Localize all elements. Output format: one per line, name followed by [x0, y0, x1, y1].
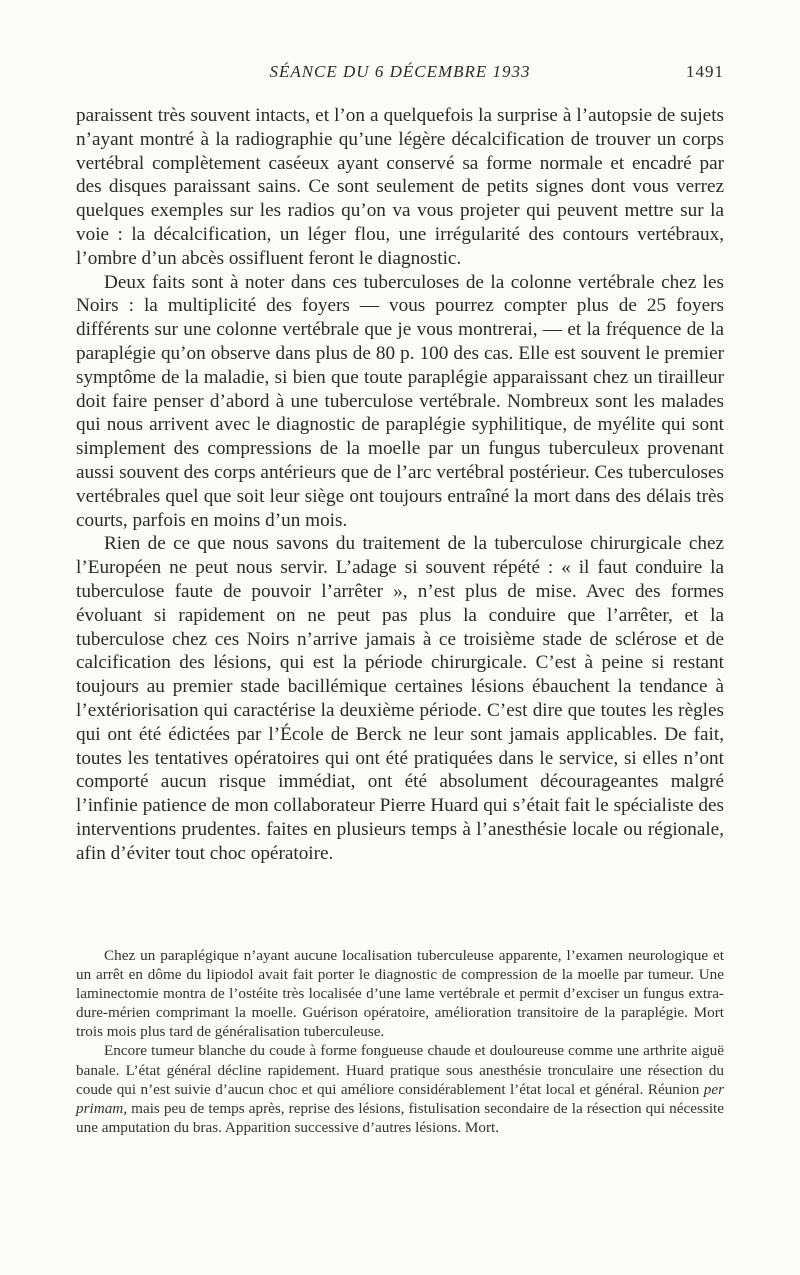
- header-title: SÉANCE DU 6 DÉCEMBRE 1933: [269, 62, 531, 81]
- page-number: 1491: [686, 62, 724, 81]
- paragraph: Rien de ce que nous savons du traitement de la tuberculose chirurgicale chez l’Européen ne peut nous servir. L’adage si souvent répété : « il faut conduire la tuberculose faute de pouvoir l’arrêter », n’est plus de mise. Avec des formes évoluant si rapidement on ne peut pas plus la conduire que l’arrêter, et la tuberculose chez ces Noirs n’arrive jamais à ce troisième stade de sclérose et de calcification des lésions, qui est la période chirurgicale. C’est à peine si restant toujours au premier stade bacillémique certaines lésions ébauchent la tendance à l’extériorisation qui caractérise la deuxième période. C’est dire que toutes les règles qui ont été édictées par l’École de Berck ne leur sont jamais applicables. De fait, toutes les tentatives opératoires qui ont été pratiquées dans le service, si elles n’ont comporté aucun risque immédiat, ont été absolument décourageantes malgré l’infinie patience de mon collaborateur Pierre Huard qui s’était fait le spécialiste des interventions prudentes. faites en plusieurs temps à l’anesthésie locale ou régionale, afin d’éviter tout choc opératoire.: [76, 533, 724, 864]
- paragraph: Deux faits sont à noter dans ces tuberculoses de la colonne vertébrale chez les Noirs : la multiplicité des foyers — vous pourrez compter plus de 25 foyers différents sur une colonne vertébrale que je vous montrerai, — et la fréquence de la paraplégie qu’on observe dans plus de 80 p. 100 des cas. Elle est souvent le premier symptôme de la maladie, si bien que toute paraplégie apparaissant chez un tirailleur doit faire penser d’abord à une tuberculose vertébrale. Nombreux sont les malades qui nous arrivent avec le diagnostic de paraplégie syphilitique, de myélite qui sont simplement des compressions de la moelle par un fungus tuberculeux provenant aussi souvent des corps antérieurs que de l’arc vertébral postérieur. Ces tuberculoses vertébrales quel que soit leur siège ont toujours entraîné la mort dans des délais très courts, parfois en moins d’un mois.: [76, 271, 724, 531]
- case-notes: [76, 946, 724, 1137]
- latin-phrase: per primam,: [76, 1080, 724, 1117]
- paragraph: paraissent très souvent intacts, et l’on a quelquefois la surprise à l’autopsie de sujets n’ayant montré à la radiographie qu’une légère décalcification de trouver un corps vertébral complètement caséeux ayant conservé sa forme normale et encadré par des disques paraissant sains. Ce sont seulement de petits signes dont vous verrez quelques exemples sur les radios qu’on va vous projeter qui peuvent mettre sur la voie : la décalcification, un léger flou, une irrégularité des contours vertébraux, l’ombre d’un abcès ossifluent feront le diagnostic.: [76, 105, 724, 269]
- case-note: [76, 1041, 724, 1136]
- case-note-text: mais peu de temps après, reprise des lésions, fistulisation secondaire de la résection qui nécessite une amputation du bras. Apparition successive d’autres lésions. Mort.: [76, 1099, 724, 1136]
- running-header: [76, 62, 724, 86]
- main-text: [76, 104, 724, 866]
- case-note-text: Encore tumeur blanche du coude à forme fongueuse chaude et douloureuse comme une arthrite aiguë banale. L’état général décline rapidement. Huard pratique sous anesthésie tronculaire une résection du coude qui n’est suivie d’aucun choc et qui améliore considérablement l’état local et général. Réunion: [76, 1042, 724, 1098]
- case-note: Chez un paraplégique n’ayant aucune localisation tuberculeuse apparente, l’examen neurologique et un arrêt en dôme du lipiodol avait fait porter le diagnostic de compression de la moelle par tumeur. Une laminectomie montra de l’ostéite très localisée d’une lame vertébrale et permit d’exciser un fungus extra-dure-mérien comprimant la moelle. Guérison opératoire, amélioration transitoire de la paraplégie. Mort trois mois plus tard de généralisation tuberculeuse.: [76, 947, 724, 1041]
